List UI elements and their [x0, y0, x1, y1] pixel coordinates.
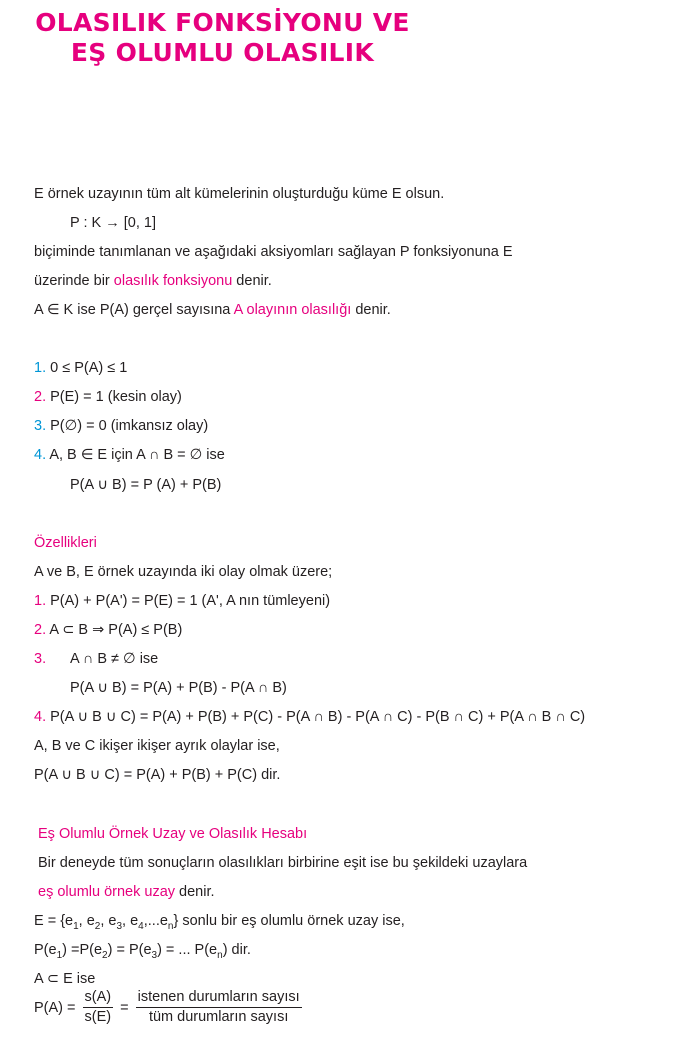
subscript: 2 [94, 921, 101, 932]
axiom-4 [34, 446, 225, 464]
fraction-denominator: s(E) [84, 1009, 112, 1025]
property-text: P(A) + P(A') = P(E) = 1 (A', A nın tümleyeni) [46, 593, 331, 609]
probability-formula [34, 989, 305, 1029]
intro-line-3: biçiminde tanımlanan ve aşağıdaki aksiyomları sağlayan P fonksiyonuna E [34, 244, 513, 260]
intro-text: denir. [232, 273, 272, 289]
axiom-4-formula: P(A ∪ B) = P (A) + P(B) [70, 477, 222, 493]
prob-text: ) =P(e [62, 942, 103, 958]
properties-intro: A ve B, E örnek uzayında iki olay olmak üzere; [34, 564, 333, 580]
axiom-text: P(E) = 1 (kesin olay) [46, 389, 182, 405]
property-number: 2. [34, 622, 47, 638]
equal-text: denir. [175, 884, 215, 900]
subscript: 1 [73, 921, 79, 932]
equals-sign: = [120, 999, 129, 1016]
fraction-numerator: istenen durumların sayısı [136, 989, 302, 1008]
property-text: A ⊂ B ⇒ P(A) ≤ P(B) [46, 622, 183, 638]
page-title [0, 8, 445, 68]
axiom-text: A, B ∈ E için A ∩ B = ∅ ise [46, 447, 225, 463]
axiom-2 [34, 388, 182, 406]
term-probability-function: olasılık fonksiyonu [113, 273, 233, 289]
equal-probabilities [34, 941, 251, 961]
property-number: 4. [34, 709, 47, 725]
fraction-denominator: tüm durumların sayısı [148, 1009, 289, 1025]
property-3-number [34, 650, 46, 668]
axiom-text: 0 ≤ P(A) ≤ 1 [46, 360, 128, 376]
subscript: 2 [102, 950, 108, 961]
property-number: 3. [34, 651, 47, 667]
intro-line-1: E örnek uzayının tüm alt kümelerinin oluşturduğu küme E olsun. [34, 186, 445, 202]
property-2 [34, 621, 182, 639]
intro-text: üzerinde bir [34, 273, 114, 289]
subscript: n [167, 921, 174, 932]
prob-text: P(e [34, 942, 57, 958]
set-text: , e [78, 913, 95, 929]
axiom-1 [34, 359, 127, 377]
formula-lhs: P(A) = [34, 999, 76, 1016]
term-equally-likely-space: eş olumlu örnek uzay [38, 884, 176, 900]
sample-space-set [34, 912, 405, 932]
axiom-number: 2. [34, 389, 47, 405]
properties-heading: Özellikleri [34, 535, 97, 551]
subscript: 4 [138, 921, 144, 932]
function-definition: P : K → [0, 1] [70, 215, 156, 231]
set-text: } sonlu bir eş olumlu örnek uzay ise, [173, 913, 405, 929]
title-line-2: EŞ OLUMLU OLASILIK [70, 38, 375, 67]
subset-line: A ⊂ E ise [34, 971, 96, 987]
subscript: n [217, 950, 223, 961]
property-text: P(A ∪ B ∪ C) = P(A) + P(B) + P(C) - P(A ∩ B) - P(A ∩ C) - P(B ∩ C) + P(A ∩ B ∩ C) [46, 709, 586, 725]
set-text: E = {e [34, 913, 74, 929]
fraction-words [136, 989, 302, 1026]
term-event-probability: A olayının olasılığı [233, 302, 352, 318]
axiom-text: P(∅) = 0 (imkansız olay) [46, 418, 209, 434]
fraction-numerator: s(A) [83, 989, 114, 1008]
intro-text: denir. [351, 302, 391, 318]
title-line-1: OLASILIK FONKSİYONU VE [35, 8, 410, 37]
property-3-text: A ∩ B ≠ ∅ ise [70, 651, 159, 667]
property-3-formula: P(A ∪ B) = P(A) + P(B) - P(A ∩ B) [70, 680, 287, 696]
subscript: 1 [56, 950, 63, 961]
set-text: , e [122, 913, 139, 929]
set-text: ,...e [143, 913, 168, 929]
axiom-number: 3. [34, 418, 47, 434]
intro-line-5 [34, 301, 391, 319]
axiom-number: 1. [34, 360, 47, 376]
disjoint-line: A, B ve C ikişer ikişer ayrık olaylar ise, [34, 738, 280, 754]
equal-heading: Eş Olumlu Örnek Uzay ve Olasılık Hesabı [38, 826, 308, 842]
intro-text: A ∈ K ise P(A) gerçel sayısına [34, 302, 234, 318]
subscript: 3 [116, 921, 123, 932]
property-4 [34, 708, 585, 726]
axiom-3 [34, 417, 208, 435]
axiom-number: 4. [34, 447, 47, 463]
subscript: 3 [151, 950, 158, 961]
equal-line-2 [38, 883, 215, 901]
prob-text: ) dir. [222, 942, 251, 958]
fraction-sizes [83, 989, 114, 1026]
property-number: 1. [34, 593, 47, 609]
equal-line-1: Bir deneyde tüm sonuçların olasılıkları birbirine eşit ise bu şekildeki uzaylara [38, 855, 528, 871]
prob-text: ) = ... P(e [157, 942, 218, 958]
prob-text: ) = P(e [107, 942, 152, 958]
property-1 [34, 592, 330, 610]
disjoint-formula: P(A ∪ B ∪ C) = P(A) + P(B) + P(C) dir. [34, 767, 281, 783]
set-text: , e [100, 913, 117, 929]
intro-line-4 [34, 272, 272, 290]
